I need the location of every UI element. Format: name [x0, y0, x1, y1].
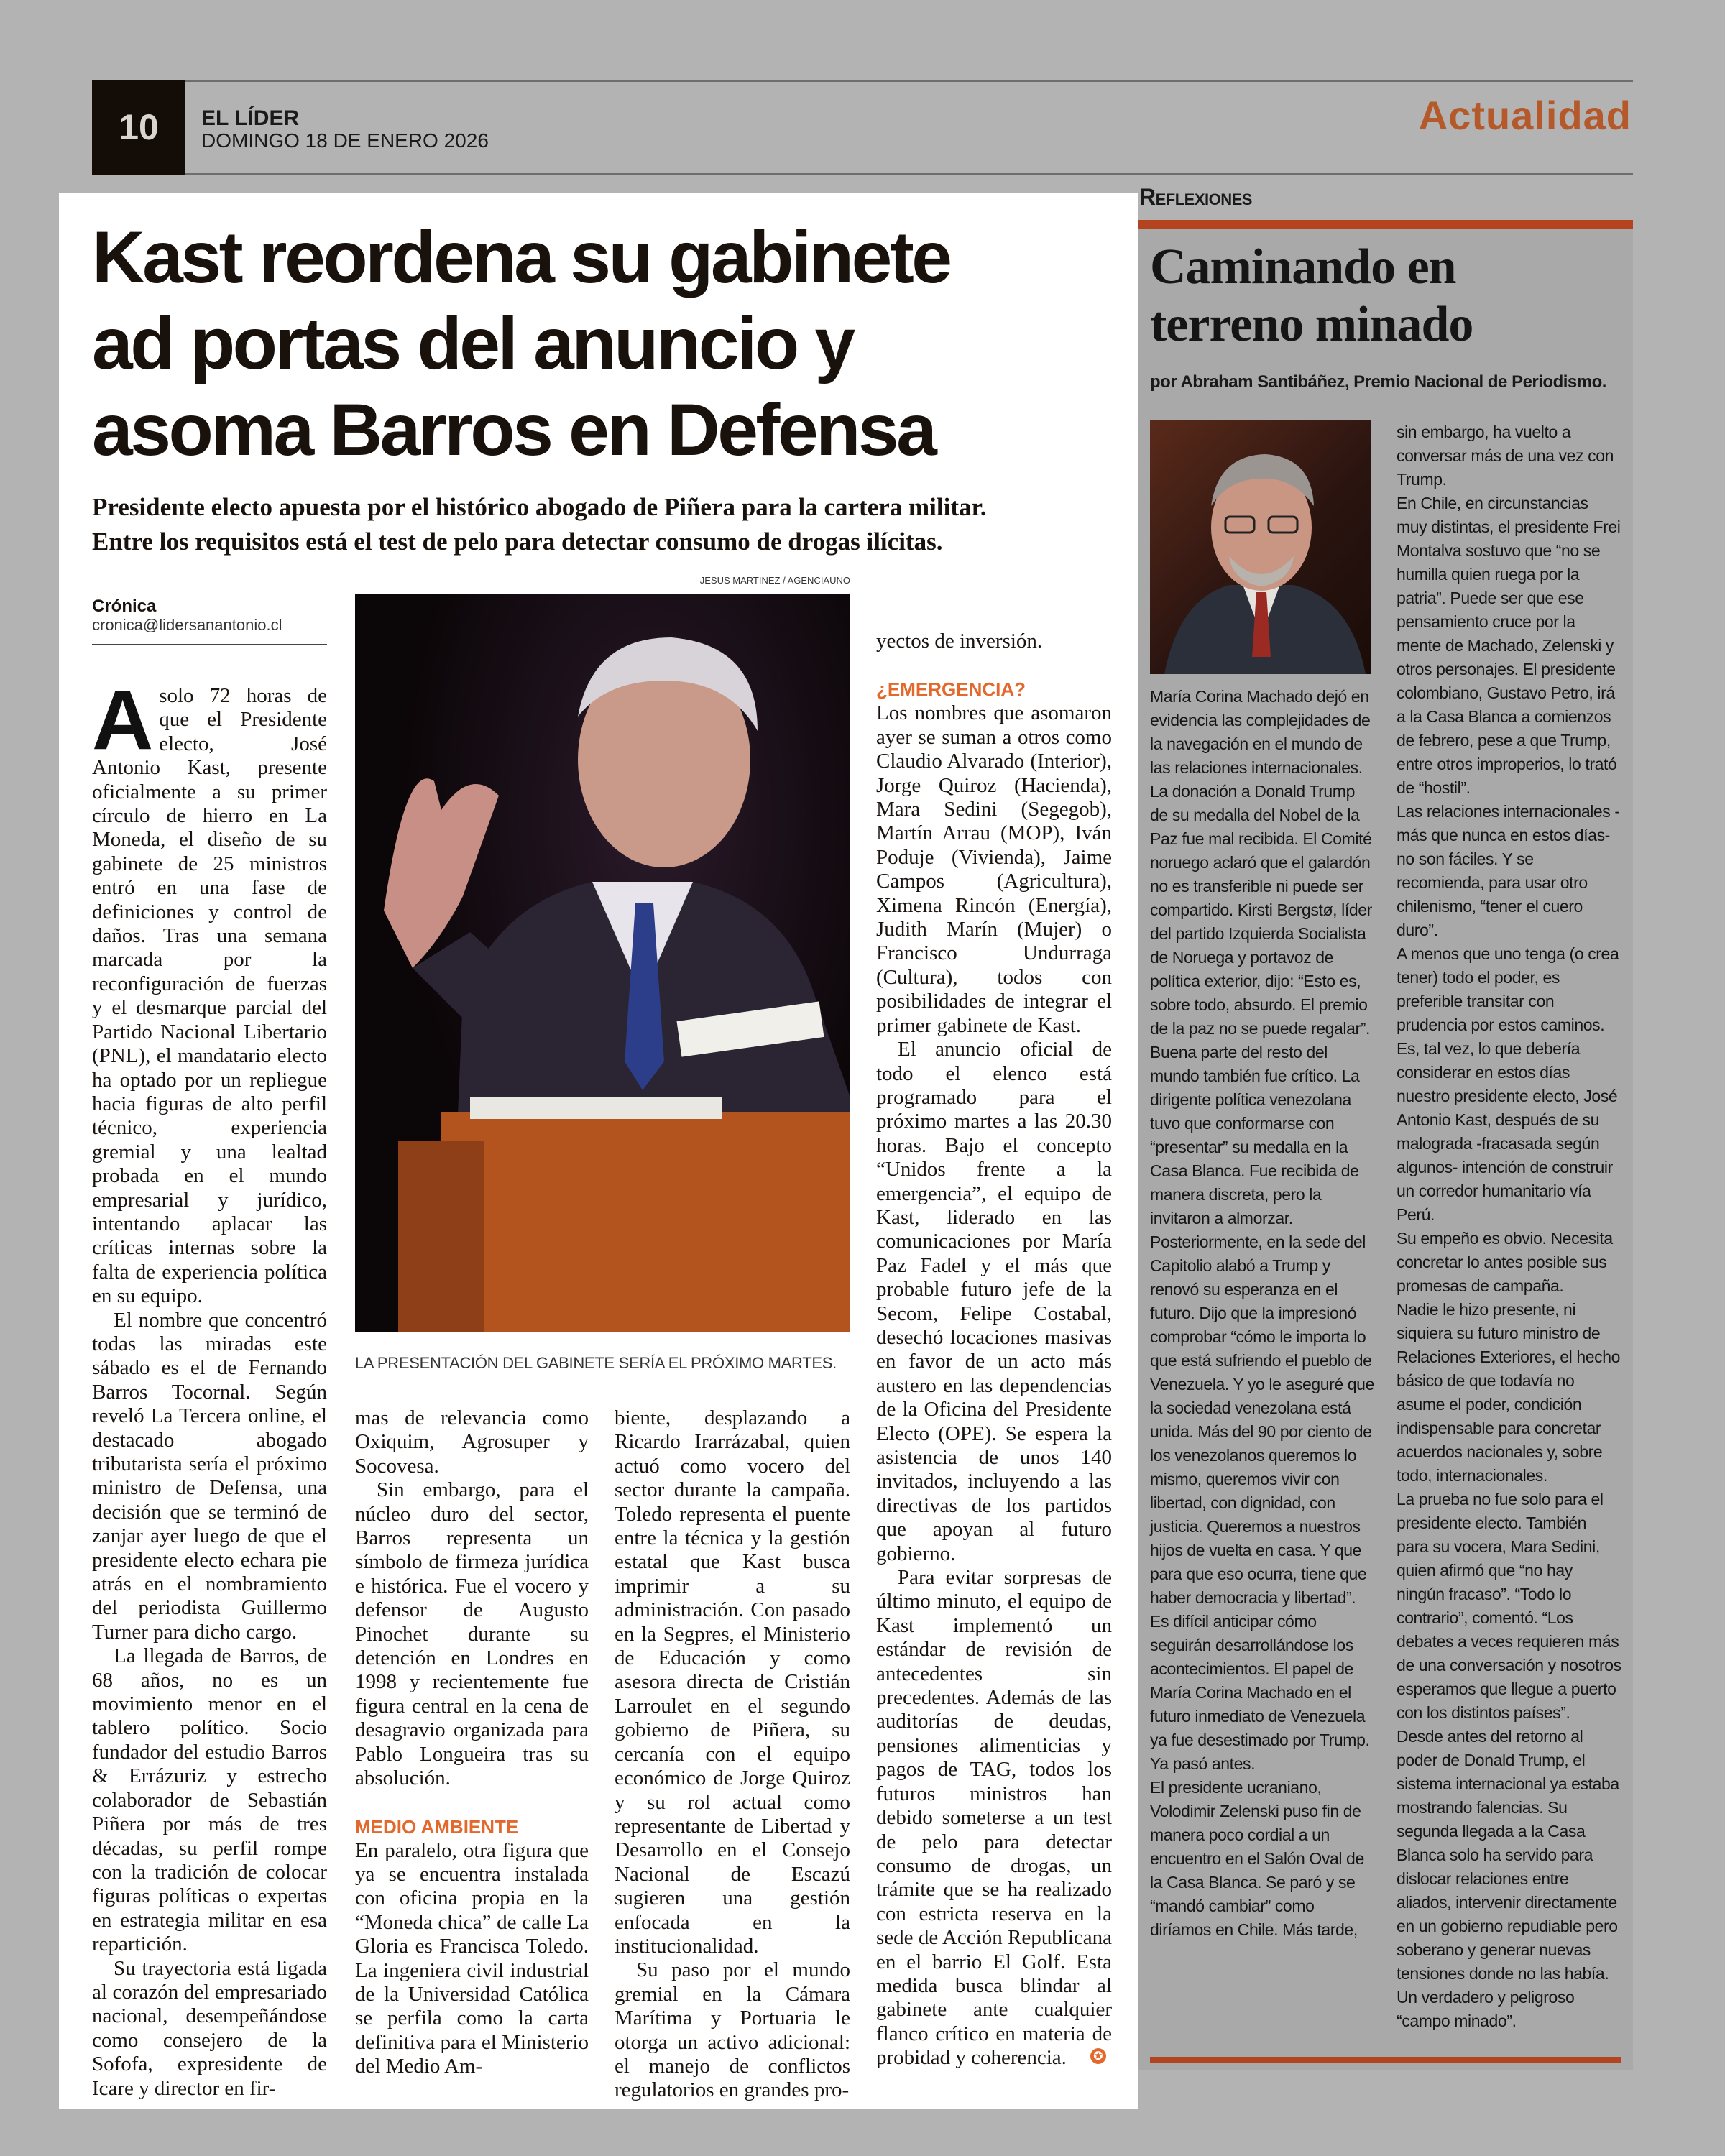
opinion-title-line: Caminando en: [1150, 239, 1456, 295]
article-paragraph: [876, 1038, 1112, 1566]
sidebar-accent-bar: [1138, 220, 1633, 229]
opinion-paragraph: En Chile, en circunstancias muy distintas, el presidente Frei Montalva sostuvo que “no se humilla quien ruega por la patria”. Puede ser que ese pensamiento cruce por la mente de Machado, Zelenski y otros personajes. El presidente colombiano, Gustavo Petro, irá a la Casa Blanca a comienzos de febrero, pese a que Trump, entre otros improperios, lo trató de “hostil”.: [1397, 494, 1621, 797]
sidebar-bottom-rule: [1150, 2057, 1621, 2063]
headline-line: asoma Barros en Defensa: [92, 389, 935, 471]
paragraph-text: biente, desplazando a Ricardo Irarrázabal, quien actuó como vocero del sector durante la campaña. Toledo representa el puente entre la técnica y la gestión estatal que Kast busca imprimir a su administración. Con pasado en la Segpres, el Ministerio de Educación y como asesora directa de Cristián Larroulet en el segundo gobierno de Piñera, su cercanía con el equipo económico de Jorge Quiroz y su rol actual como representante de Libertad y Desarrollo en el Consejo Nacional de Escazú sugieren una gestión enfocada en la institucionalidad.: [615, 1406, 850, 1958]
photo-credit: JESUS MARTINEZ / AGENCIAUNO: [699, 575, 850, 586]
article-column-4: [876, 630, 1112, 2074]
opinion-byline: por Abraham Santibáñez, Premio Nacional de Periodismo.: [1150, 372, 1606, 392]
article-paragraph: [615, 1958, 850, 2102]
opinion-paragraph: Es difícil anticipar cómo seguirán desarrollándose los acontecimientos. El papel de María Corina Machado en el futuro inmediato de Venezuela ya fue desestimado por Trump.: [1150, 1612, 1370, 1749]
article-paragraph: [355, 1406, 589, 1478]
article-photo: [355, 594, 850, 1332]
opinion-paragraph: María Corina Machado dejó en evidencia las complejidades de la navegación en el mundo de las relaciones internacionales. La donación a Donald Trump de su medalla del Nobel de la Paz fue mal recibida. El Comité noruego aclaró que el galardón no es transferible ni puede ser compartido. Kirsti Bergstø, líder del partido Izquierda Socialista de Noruega y portavoz de política exterior, dijo: “Esto es, sobre todo, absurdo. El premio de la paz no se puede regalar”.: [1150, 687, 1372, 1038]
paragraph-text: solo 72 horas de que el Presidente electo, José Antonio Kast, presente oficialmente a su primer círculo de hierro en La Moneda, el diseño de su gabinete de 25 ministros entró en una fase de definiciones y control de daños. Tras una semana marcada por la reconfiguración de fuerzas y el desmarque parcial del Partido Nacional Libertario (PNL), el mandatario electo ha optado por un repliegue hacia figuras de alto perfil técnico, experiencia gremial y una lealtad probada en el mundo empresarial y jurídico, intentando aplacar las críticas internas sobre la falta de experiencia política en su equipo.: [92, 684, 327, 1308]
paragraph-text: Sin embargo, para el núcleo duro del sector, Barros representa un símbolo de firmeza jurídica e histórica. Fue el vocero y defensor de Augusto Pinochet durante su detención en Londres en 1998 y recientemente fue figura central en la cena de desagravio organizada para Pablo Longueira tras su absolución.: [355, 1478, 589, 1790]
byline-email[interactable]: cronica@lidersanantonio.cl: [92, 616, 282, 634]
paragraph-text: Su paso por el mundo gremial en la Cámara Marítima y Portuaria le otorga un activo adicional: el manejo de conflictos regulatorios en grandes pro-: [615, 1958, 850, 2102]
opinion-paragraph: Ya pasó antes.: [1150, 1754, 1256, 1773]
byline-divider: [92, 644, 327, 645]
headline-line: Kast reordena su gabinete: [92, 216, 950, 298]
sidebar-section-label: Reflexiones: [1139, 184, 1252, 210]
article-paragraph: [355, 1839, 589, 2079]
opinion-paragraph: Buena parte del resto del mundo también fue crítico. La dirigente política venezolana tuvo que conformarse con “presentar” su medalla en la Casa Blanca. Fue recibida de manera discreta, pero la invitaron a almorzar. Posteriormente, en la sede del Capitolio alabó a Trump y renovó su esperanza en el futuro. Dijo que la impresionó comprobar “cómo le importa lo que está sufriendo el pueblo de Venezuela. Y yo le aseguré que la sociedad venezolana está unida. Más del 90 por ciento de los venezolanos queremos lo mismo, queremos vivir con libertad, con dignidad, con justicia. Queremos a nuestros hijos de vuelta en casa. Y que para que eso ocurra, tiene que haber democracia y libertad”.: [1150, 1043, 1374, 1607]
paragraph-text: Los nombres que asomaron ayer se suman a otros como Claudio Alvarado (Interior), Jorge Quiroz (Hacienda), Mara Sedini (Segegob), Martín Arrau (MOP), Iván Poduje (Vivienda), Jaime Campos (Agricultura), Ximena Rincón (Energía), Judith Marín (Mujer) o Francisco Undurraga (Cultura), todos con posibilidades de integrar el primer gabinete de Kast.: [876, 701, 1112, 1037]
paragraph-text: El anuncio oficial de todo el elenco está programado para el próximo martes a las 20.30 horas. Bajo el concepto “Unidos frente a la emergencia”, el equipo de Kast, liderado en las comunicaciones por María Paz Fadel y el más que probable futuro jefe de la Secom, Felipe Costabal, desechó locaciones masivas en favor de un acto más austero en las dependencias de la Oficina del Presidente Electo (OPE). Se espera la asistencia de unos 140 invitados, incluyendo a las directivas de los partidos que apoyan al futuro gobierno.: [876, 1038, 1112, 1565]
paragraph-text: Para evitar sorpresas de último minuto, el equipo de Kast implementó un estándar de revisión de antecedentes sin precedentes. Además de las auditorías de deudas, pensiones alimenticias y pagos de TAG, todos los futuros ministros han debido someterse a un test de pelo para detectar consumo de drogas, un trámite que se ha realizado con estricta reserva en la sede de Acción Republicana en el barrio El Golf. Esta medida busca blindar al gabinete ante cualquier flanco crítico en materia de probidad y coherencia.: [876, 1566, 1112, 2070]
article-column-2: [355, 1406, 589, 2078]
article-paragraph: [92, 673, 327, 1309]
article-paragraph: [355, 1478, 589, 1790]
headline-line: ad portas del anuncio y: [92, 303, 853, 384]
opinion-column-2: [1397, 420, 1622, 2050]
section-title: Actualidad: [1418, 93, 1632, 138]
header-bottom-rule: [92, 173, 1633, 175]
article-column-1: [92, 673, 327, 2100]
paragraph-text: yectos de inversión.: [876, 630, 1043, 653]
article-paragraph: [876, 630, 1112, 653]
paragraph-text: Su trayectoria está ligada al corazón del empresariado nacional, desempeñándose como consejero de la Sofofa, expresidente de Icare y director en fir-: [92, 1956, 327, 2100]
paragraph-text: MEDIO AMBIENTE: [355, 1815, 519, 1838]
end-of-article-star-icon: ✪: [1090, 2048, 1106, 2064]
opinion-paragraph: Desde antes del retorno al poder de Donald Trump, el sistema internacional ya estaba mostrando falencias. Su segunda llegada a la Casa Blanca solo ha servido para dislocar relaciones entre aliados, intervenir directamente en un gobierno repudiable pero soberano y generar nuevas tensiones donde no las había.: [1397, 1727, 1619, 1983]
opinion-paragraph: Su empeño es obvio. Necesita concretar lo antes posible sus promesas de campaña.: [1397, 1229, 1613, 1295]
article-column-3: [615, 1406, 850, 2102]
paragraph-text: mas de relevancia como Oxiquim, Agrosuper y Socovesa.: [355, 1406, 589, 1478]
paragraph-text: La llegada de Barros, de 68 años, no es un movimiento menor en el tablero político. Socio fundador del estudio Barros & Errázuriz y estrecho colaborador de Sebastián Piñera por más de tres décadas, su perfil rompe con la tradición de colocar figuras políticas o expertas en estrategia militar en esa repartición.: [92, 1644, 327, 1956]
article-paragraph: [92, 1309, 327, 1645]
opinion-paragraph: Nadie le hizo presente, ni siquiera su futuro ministro de Relaciones Exteriores, el hecho básico de que todavía no asume el poder, condición indispensable para concretar acuerdos nacionales y, sobre todo, internacionales.: [1397, 1300, 1621, 1485]
opinion-paragraph: Es, tal vez, lo que debería considerar en estos días nuestro presidente electo, José Antonio Kast, después de su malograda -fracasada según algunos- intención de construir un corredor humanitario vía Perú.: [1397, 1039, 1618, 1224]
opinion-paragraph: Un verdadero y peligroso “campo minado”.: [1397, 1988, 1575, 2030]
byline-section: Crónica: [92, 596, 157, 616]
article-paragraph: [92, 1957, 327, 2101]
author-portrait-illustration: [1150, 420, 1371, 674]
opinion-paragraph: A menos que uno tenga (o crea tener) todo el poder, es preferible transitar con prudencia por estos caminos.: [1397, 944, 1619, 1034]
newspaper-name: EL LÍDER: [201, 106, 300, 130]
paragraph-text: ¿EMERGENCIA?: [876, 678, 1026, 701]
subhead-line: Entre los requisitos está el test de pelo para detectar consumo de drogas ilícitas.: [92, 528, 943, 556]
section-kicker: [876, 678, 1112, 701]
opinion-title-line: terreno minado: [1150, 297, 1473, 352]
author-photo: [1150, 420, 1371, 674]
article-paragraph: [876, 701, 1112, 1038]
paragraph-text: En paralelo, otra figura que ya se encuentra instalada con oficina propia en la “Moneda chica” de calle La Gloria es Francisca Toledo. La ingeniera civil industrial de la Universidad Católica se perfila como la carta definitiva para el Ministerio del Medio Am-: [355, 1838, 589, 2078]
speaker-at-podium-illustration: [355, 594, 850, 1332]
subhead-line: Presidente electo apuesta por el histórico abogado de Piñera para la cartera militar.: [92, 493, 987, 521]
article-paragraph: [615, 1406, 850, 1958]
opinion-paragraph: La prueba no fue solo para el presidente electo. También para su vocera, Mara Sedini, quien afirmó que “no hay ningún fracaso”. “Todo lo contrario”, comentó. “Los debates a veces requieren más de una conversación y nosotros esperamos que llegue a puerto con los distintos países”.: [1397, 1490, 1622, 1722]
header-top-rule: [92, 80, 1633, 82]
paragraph-text: El nombre que concentró todas las miradas este sábado es el de Fernando Barros Tocornal. Según reveló La Tercera online, el destacado abogado tributarista sería el próximo ministro de Defensa, una decisión que se terminó de zanjar ayer luego de que el presidente electo echara pie atrás en el nombramiento del periodista Guillermo Turner para dicho cargo.: [92, 1308, 327, 1644]
article-paragraph: [876, 1566, 1112, 2070]
opinion-column-1: [1150, 685, 1376, 2050]
photo-caption: LA PRESENTACIÓN DEL GABINETE SERÍA EL PRÓXIMO MARTES.: [355, 1354, 837, 1372]
article-paragraph: [92, 1644, 327, 1956]
edition-date: DOMINGO 18 DE ENERO 2026: [201, 129, 489, 152]
opinion-paragraph: sin embargo, ha vuelto a conversar más de una vez con Trump.: [1397, 423, 1614, 489]
opinion-paragraph: Las relaciones internacionales -más que nunca en estos días- no son fáciles. Y se recomienda, para usar otro chilenismo, “tener el cuero duro”.: [1397, 802, 1620, 939]
page-number: 10: [92, 80, 185, 175]
drop-cap: A: [92, 673, 154, 768]
opinion-paragraph: El presidente ucraniano, Volodimir Zelenski puso fin de manera poco cordial a un encuentro en el Salón Oval de la Casa Blanca. Se paró y se “mandó cambiar” como diríamos en Chile. Más tarde,: [1150, 1778, 1364, 1939]
section-kicker: [355, 1815, 589, 1839]
